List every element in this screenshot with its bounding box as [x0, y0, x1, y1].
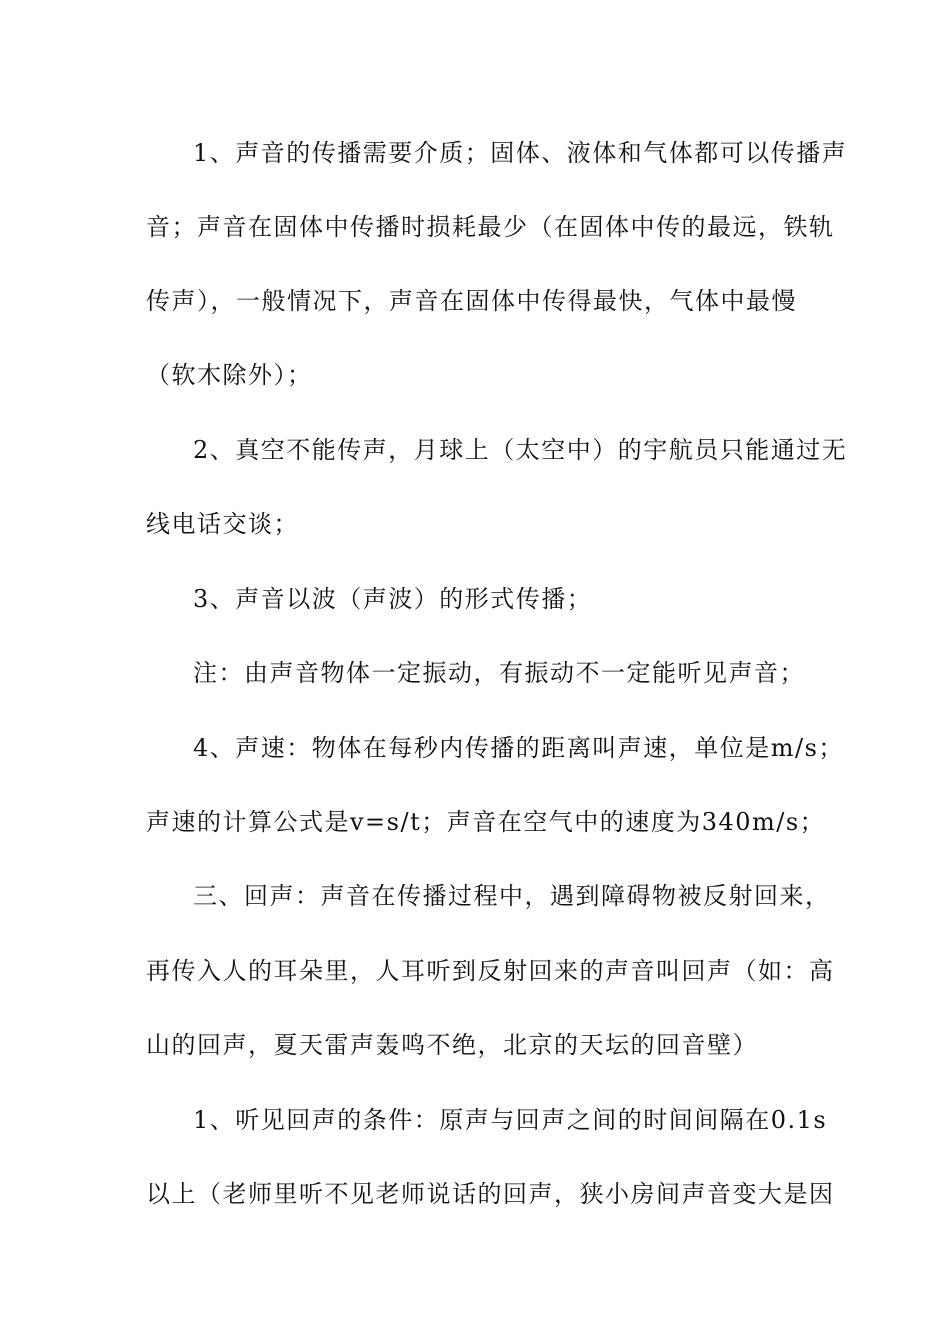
paragraph-line: 注：由声音物体一定振动，有振动不一定能听见声音； [193, 659, 805, 687]
paragraph-line: 以上（老师里听不见老师说话的回声，狭小房间声音变大是因 [146, 1180, 835, 1208]
paragraph-line: 传声），一般情况下，声音在固体中传得最快，气体中最慢 [146, 287, 797, 315]
paragraph-line: 声速的计算公式是v=s/t；声音在空气中的速度为340m/s； [146, 808, 826, 836]
paragraph-line: 线电话交谈； [146, 510, 299, 538]
paragraph-line: 2、真空不能传声，月球上（太空中）的宇航员只能通过无 [193, 436, 848, 464]
paragraph-line: （软木除外）； [146, 361, 313, 389]
paragraph-line: 音；声音在固体中传播时损耗最少（在固体中传的最远，铁轨 [146, 213, 835, 241]
paragraph-line: 1、听见回声的条件：原声与回声之间的时间间隔在0.1s [193, 1106, 828, 1134]
paragraph-line: 3、声音以波（声波）的形式传播； [193, 585, 593, 613]
paragraph-line: 山的回声，夏天雷声轰鸣不绝，北京的天坛的回音壁） [146, 1031, 758, 1059]
paragraph-line: 1、声音的传播需要介质；固体、液体和气体都可以传播声 [193, 139, 848, 167]
paragraph-line: 4、声速：物体在每秒内传播的距离叫声速，单位是m/s； [193, 734, 844, 762]
paragraph-line: 再传入人的耳朵里，人耳听到反射回来的声音叫回声（如：高 [146, 957, 835, 985]
paragraph-line: 三、回声：声音在传播过程中，遇到障碍物被反射回来， [193, 882, 831, 910]
